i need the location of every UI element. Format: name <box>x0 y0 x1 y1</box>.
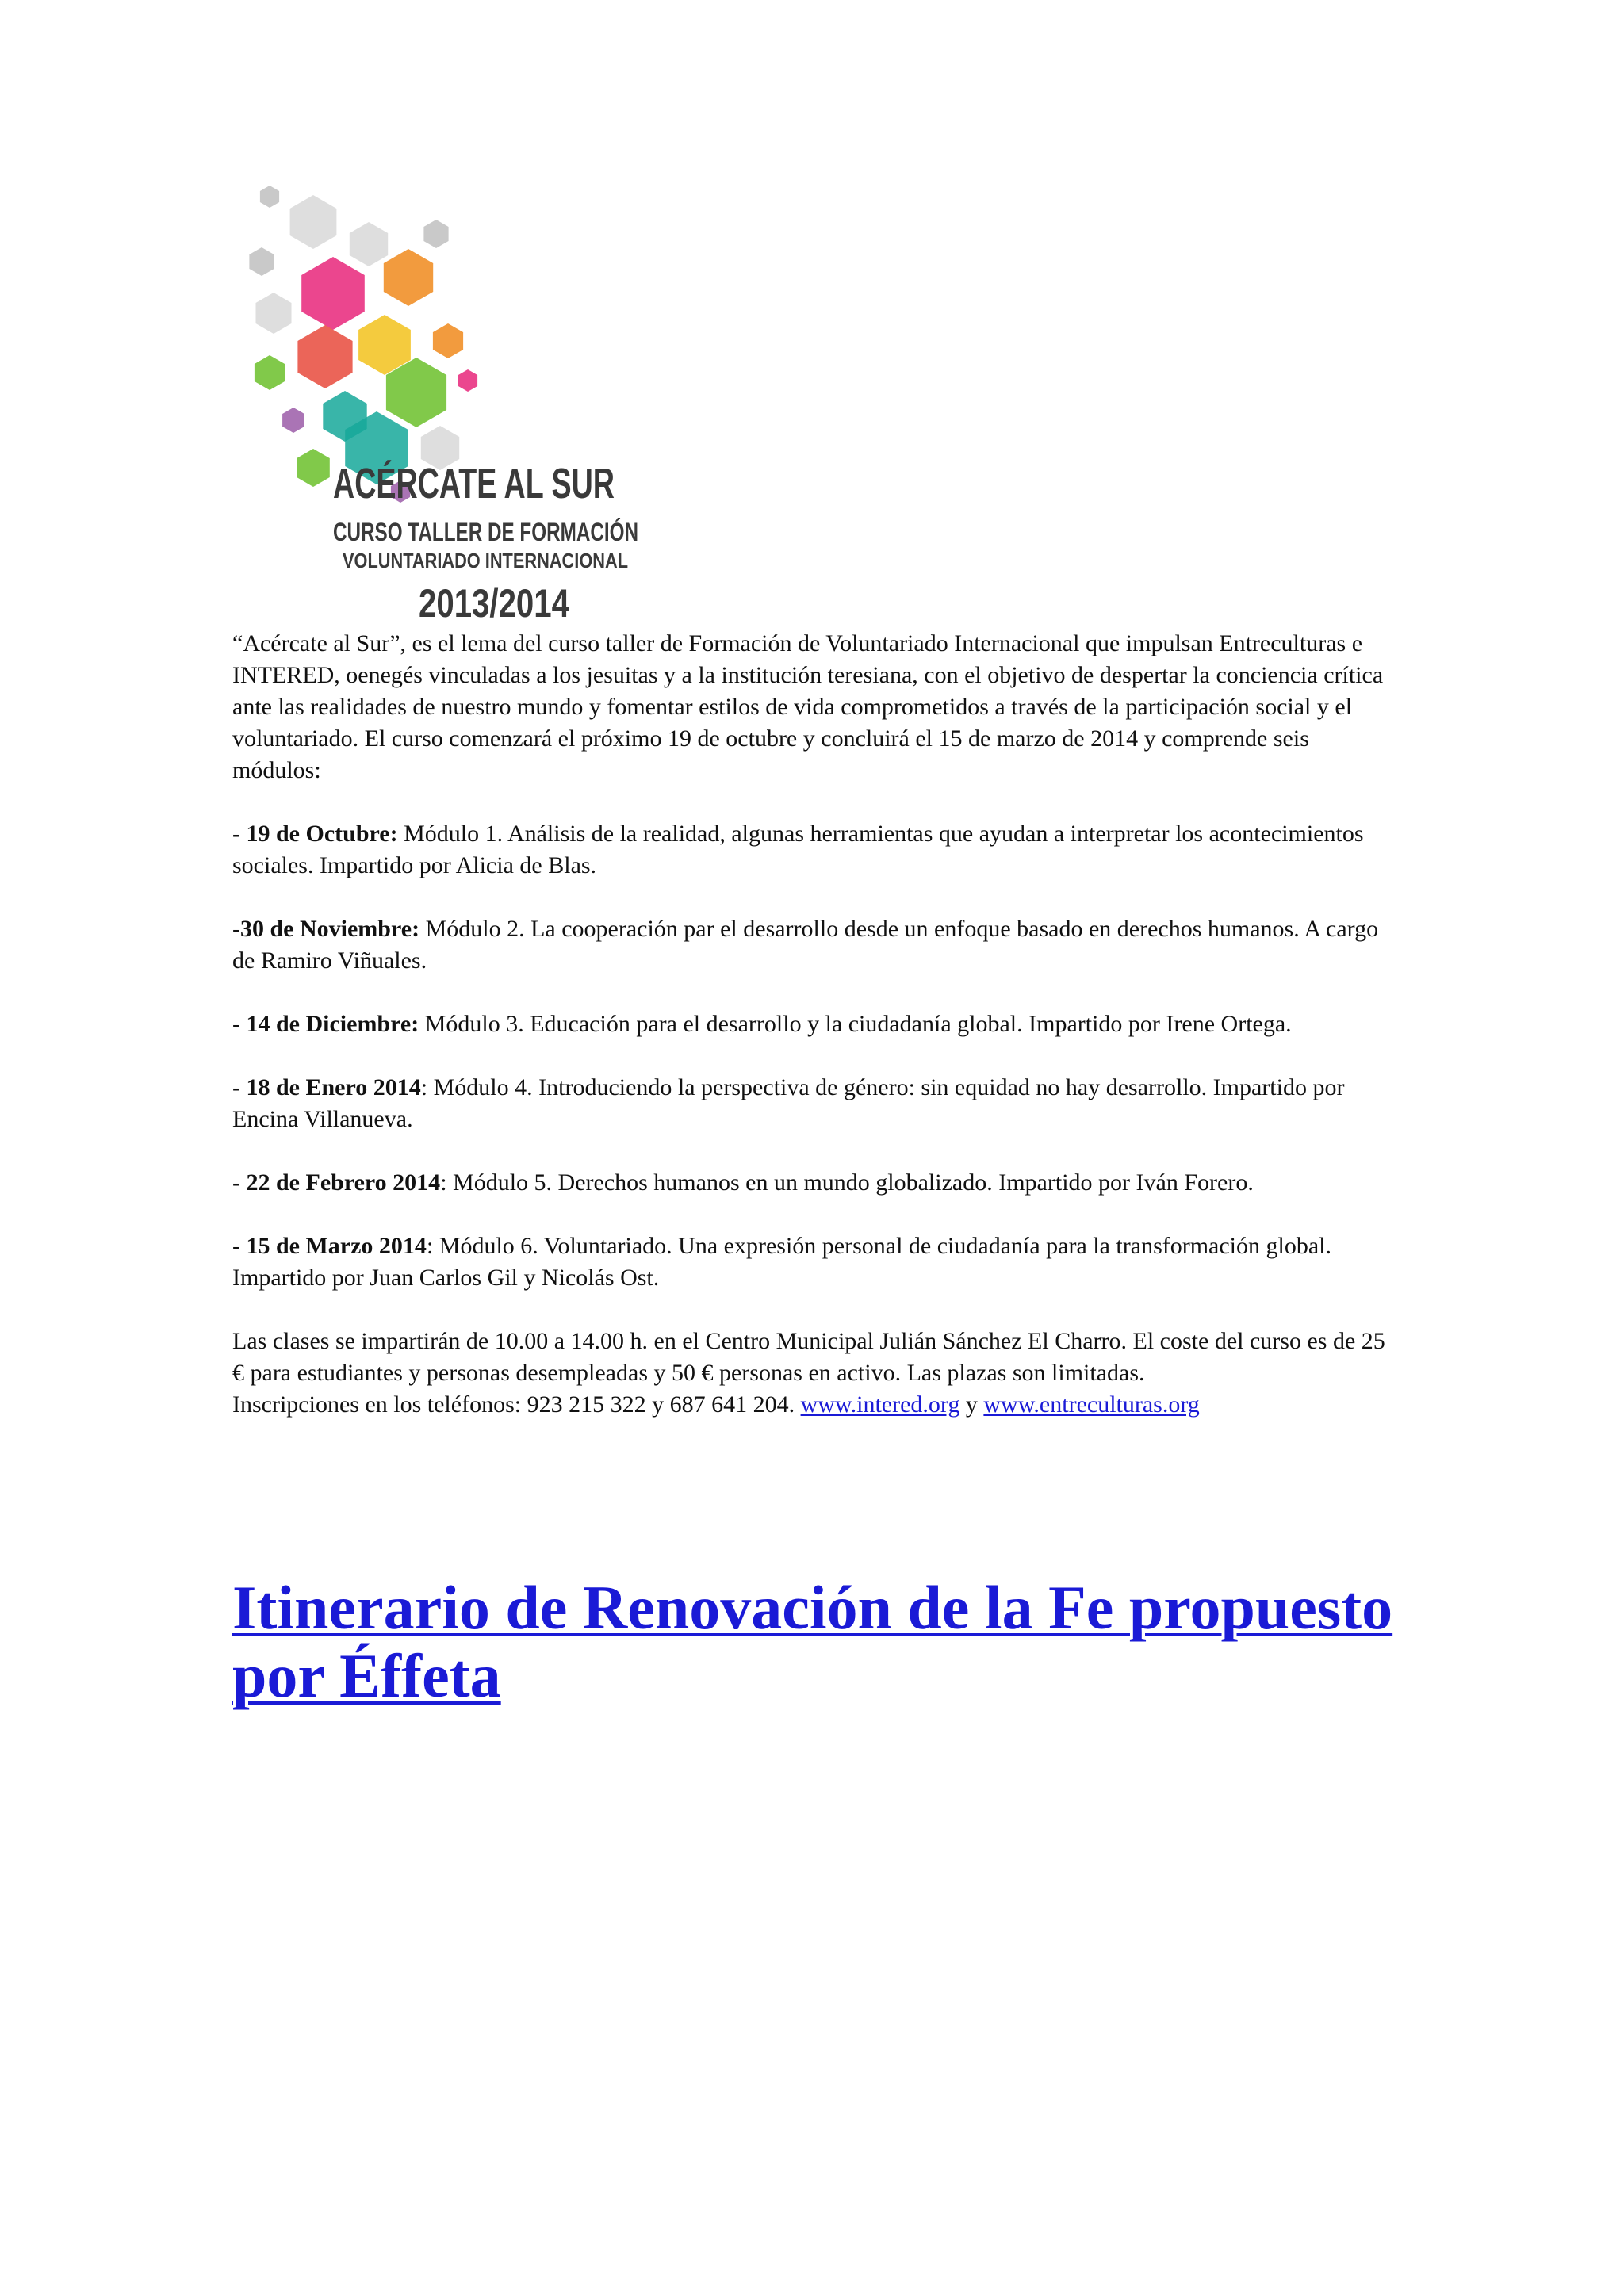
module-date: -30 de Noviembre: <box>232 916 420 942</box>
poster-title: ACÉRCATE AL SUR <box>333 460 615 507</box>
inscriptions-line <box>232 1389 1398 1421</box>
article-body <box>232 628 1398 1421</box>
hexagon-shape <box>350 222 388 266</box>
intro-paragraph: “Acércate al Sur”, es el lema del curso taller de Formación de Voluntariado Internacional que impulsan Entreculturas e INTERED, oenegés vinculadas a los jesuitas y a la institución teresiana, con el objetivo de despertar la conciencia crítica ante las realidades de nuestro mundo y fomentar estilos de vida comprometidos a través de la participación social y el voluntariado. El curso comenzará el próximo 19 de octubre y concluirá el 15 de marzo de 2014 y comprende seis módulos: <box>232 630 1384 783</box>
poster-line1: CURSO TALLER DE FORMACIÓN <box>333 518 638 546</box>
module-item <box>232 1230 1398 1294</box>
module-text: Módulo 3. Educación para el desarrollo y la ciudadanía global. Impartido por Irene Ortega. <box>419 1011 1292 1037</box>
inscriptions-text: Inscripciones en los teléfonos: 923 215 322 y 687 641 204. <box>232 1391 801 1418</box>
poster-line2: VOLUNTARIADO INTERNACIONAL <box>343 549 629 572</box>
hexagon-shape <box>297 449 330 487</box>
hexagon-shape <box>297 325 352 388</box>
module-date: - 15 de Marzo 2014 <box>232 1233 427 1259</box>
module-item <box>232 1072 1398 1135</box>
hexagon-shape <box>433 323 463 358</box>
module-text: : Módulo 5. Derechos humanos en un mundo globalizado. Impartido por Iván Forero. <box>440 1169 1254 1196</box>
hexagon-shape <box>256 293 292 334</box>
hexagon-shape <box>255 355 285 390</box>
inscriptions-joiner: y <box>959 1391 984 1418</box>
article-heading <box>232 1574 1398 1710</box>
module-date: - 22 de Febrero 2014 <box>232 1169 441 1196</box>
hexagon-cluster <box>249 186 477 503</box>
module-text: : Módulo 4. Introduciendo la perspectiva de género: sin equidad no hay desarrollo. Impartido por Encina Villanueva. <box>232 1074 1345 1132</box>
module-item <box>232 913 1398 977</box>
module-date: - 18 de Enero 2014 <box>232 1074 421 1100</box>
classes-paragraph: Las clases se impartirán de 10.00 a 14.00 h. en el Centro Municipal Julián Sánchez El Charro. El coste del curso es de 25 € para estudiantes y personas desempleadas y 50 € personas en activo. Las plazas son limitadas. <box>232 1328 1385 1386</box>
module-text: Módulo 1. Análisis de la realidad, algunas herramientas que ayudan a interpretar los acontecimientos sociales. Impartido por Alicia de Blas. <box>232 821 1364 878</box>
module-date: - 14 de Diciembre: <box>232 1011 419 1037</box>
module-text: Módulo 2. La cooperación par el desarrollo desde un enfoque basado en derechos humanos. A cargo de Ramiro Viñuales. <box>232 916 1379 974</box>
hexagon-graphic <box>238 174 650 626</box>
course-poster <box>238 174 650 626</box>
hexagon-shape <box>423 220 448 248</box>
hexagon-shape <box>458 369 477 392</box>
heading-link[interactable]: Itinerario de Renovación de la Fe propuesto por Éffeta <box>232 1573 1393 1710</box>
hexagon-shape <box>301 257 365 330</box>
intered-link[interactable]: www.intered.org <box>800 1391 960 1418</box>
entreculturas-link[interactable]: www.entreculturas.org <box>983 1391 1200 1418</box>
module-item <box>232 1167 1398 1199</box>
hexagon-shape <box>384 249 433 306</box>
hexagon-shape <box>260 186 279 208</box>
module-text: : Módulo 6. Voluntariado. Una expresión personal de ciudadanía para la transformación global. Impartido por Juan Carlos Gil y Nicolás Ost. <box>232 1233 1332 1291</box>
hexagon-shape <box>290 195 337 249</box>
module-item <box>232 1008 1398 1040</box>
hexagon-shape <box>282 408 304 433</box>
module-date: - 19 de Octubre: <box>232 821 398 847</box>
poster-year: 2013/2014 <box>419 581 570 626</box>
module-item <box>232 818 1398 882</box>
hexagon-shape <box>249 247 274 276</box>
